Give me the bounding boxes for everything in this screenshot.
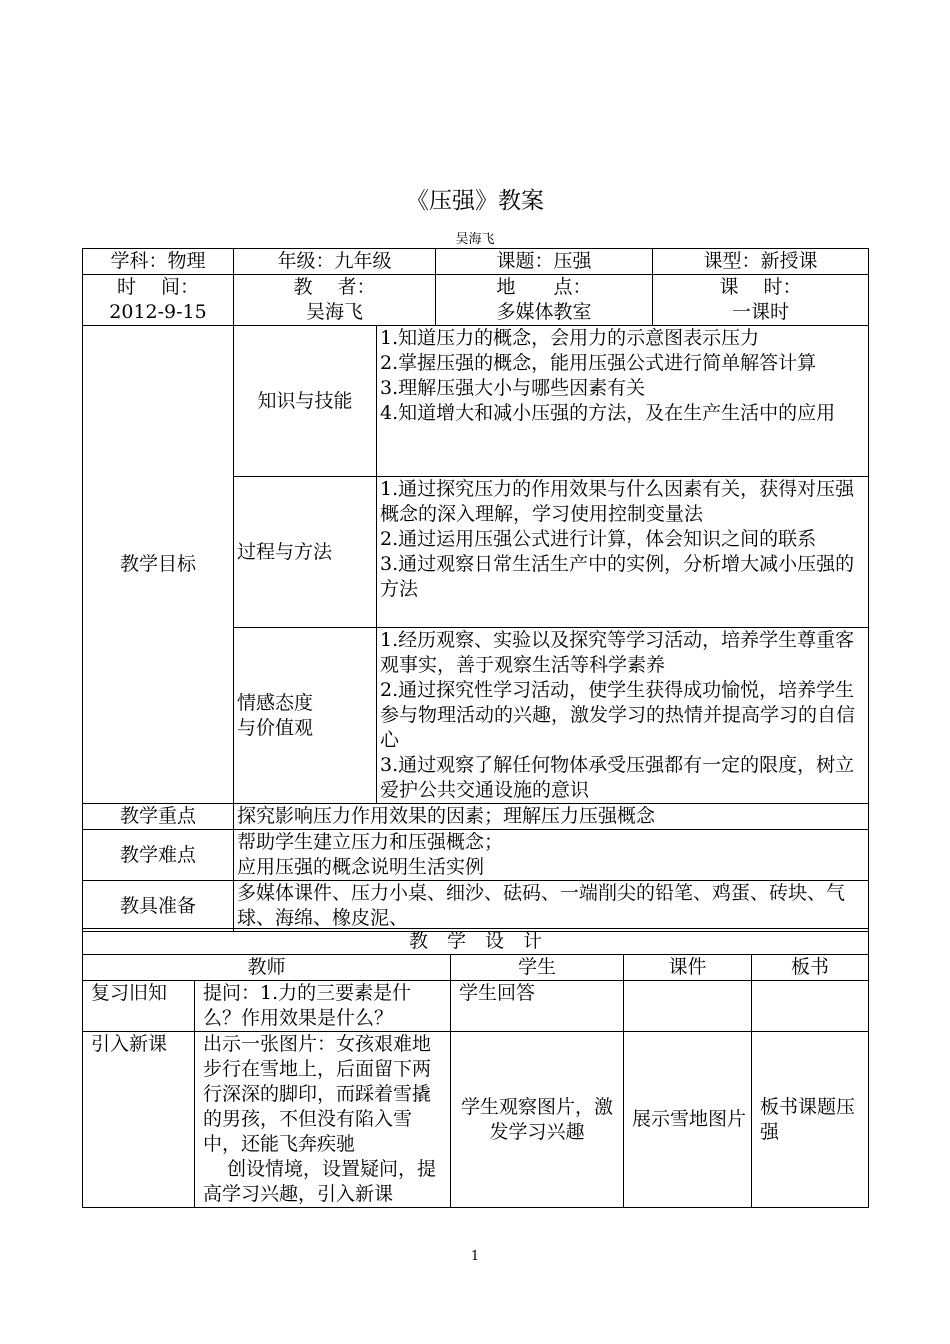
place-label: 地 点：: [496, 276, 592, 298]
knowledge-label: 知识与技能: [234, 326, 377, 477]
tools-row: [83, 881, 869, 932]
difficulty-line: 应用压强的概念说明生活实例: [237, 856, 485, 878]
page-number: 1: [470, 1249, 480, 1264]
teaching-design-table: [82, 928, 869, 1208]
emotion-item: 2.通过探究性学习活动，使学生获得成功愉悦，培养学生参与物理活动的兴趣，激发学习的热情并提高学习的自信心: [380, 679, 856, 751]
emotion-item: 1.经历观察、实验以及探究等学习活动，培养学生尊重客观事实，善于观察生活等科学素养: [380, 629, 855, 676]
knowledge-item: 3.理解压强大小与哪些因素有关: [380, 377, 646, 399]
emotion-label: [234, 628, 377, 804]
emotion-item: 3.通过观察了解任何物体承受压强都有一定的限度，树立爱护公共交通设施的意识: [380, 754, 855, 801]
intro-board: 板书课题压强: [752, 1032, 869, 1208]
time-value: 2012-9-15: [109, 301, 207, 323]
knowledge-item: 2.掌握压强的概念，能用压强公式进行简单解答计算: [380, 352, 817, 374]
intro-teacher: [195, 1032, 451, 1208]
intro-courseware: 展示雪地图片: [624, 1032, 752, 1208]
place-cell: [436, 275, 653, 326]
tools-text: 多媒体课件、压力小桌、细沙、砝码、一端削尖的铅笔、鸡蛋、砖块、气球、海绵、橡皮泥、: [234, 881, 869, 932]
design-title-row: [83, 929, 869, 955]
tools-label: 教具准备: [83, 881, 234, 932]
period-cell: [653, 275, 869, 326]
info-row-1: [83, 249, 869, 275]
emotion-label-line: 与价值观: [237, 716, 314, 739]
emotion-label-line: 情感态度: [237, 691, 314, 714]
difficulty-row: [83, 830, 869, 881]
info-row-2: [83, 275, 869, 326]
difficulty-text: [234, 830, 869, 881]
review-student: 学生回答: [451, 981, 624, 1032]
design-title: 教 学 设 计: [83, 929, 869, 955]
review-board: [752, 981, 869, 1032]
intro-teacher-text: 创设情境，设置疑问，提高学习兴趣，引入新课: [203, 1158, 437, 1205]
emotion-items: [377, 628, 869, 804]
time-cell: [83, 275, 234, 326]
difficulty-label: 教学难点: [83, 830, 234, 881]
header-teacher: 教师: [83, 955, 451, 981]
focus-text: 探究影响压力作用效果的因素；理解压力压强概念: [234, 804, 869, 830]
process-item: 3.通过观察日常生活生产中的实例，分析增大减小压强的方法: [380, 553, 855, 600]
intro-student: 学生观察图片，激发学习兴趣: [451, 1032, 624, 1208]
review-courseware: [624, 981, 752, 1032]
period-label: 课 时：: [719, 276, 802, 298]
knowledge-item: 4.知道增大和减小压强的方法，及在生产生活中的应用: [380, 402, 836, 424]
process-item: 1.通过探究压力的作用效果与什么因素有关，获得对压强概念的深入理解，学习使用控制变量法: [380, 478, 855, 525]
period-value: 一课时: [732, 301, 790, 323]
document-title: 《压强》教案: [406, 188, 544, 214]
design-header-row: [83, 955, 869, 981]
knowledge-item: 1.知道压力的概念，会用力的示意图表示压力: [380, 327, 760, 349]
difficulty-line: 帮助学生建立压力和压强概念；: [237, 831, 504, 853]
topic-cell: 课题：压强: [436, 249, 653, 275]
lesson-type-cell: 课型：新授课: [653, 249, 869, 275]
lesson-info-table: [82, 248, 869, 932]
header-student: 学生: [451, 955, 624, 981]
author-name: 吴海飞: [455, 232, 495, 247]
grade-cell: 年级：九年级: [234, 249, 436, 275]
intro-teacher-text: 出示一张图片：女孩艰难地步行在雪地上，后面留下两行深深的脚印，而踩着雪撬的男孩，不但没有陷入雪中，还能飞奔疾驰: [203, 1033, 432, 1155]
subject-cell: 学科：物理: [83, 249, 234, 275]
goals-label: 教学目标: [83, 326, 234, 804]
process-items: [377, 477, 869, 628]
intro-stage: 引入新课: [83, 1032, 195, 1208]
intro-row: [83, 1032, 869, 1208]
focus-row: [83, 804, 869, 830]
header-board: 板书: [752, 955, 869, 981]
teacher-cell: [234, 275, 436, 326]
teacher-label: 教 者：: [293, 276, 376, 298]
review-row: [83, 981, 869, 1032]
focus-label: 教学重点: [83, 804, 234, 830]
process-label: 过程与方法: [234, 477, 377, 628]
header-courseware: 课件: [624, 955, 752, 981]
review-stage: 复习旧知: [83, 981, 195, 1032]
goal-knowledge-row: [83, 326, 869, 477]
time-label: 时 间：: [116, 276, 200, 298]
teacher-value: 吴海飞: [306, 301, 364, 323]
review-teacher: 提问：1.力的三要素是什么？作用效果是什么？: [195, 981, 451, 1032]
knowledge-items: [377, 326, 869, 477]
process-item: 2.通过运用压强公式进行计算，体会知识之间的联系: [380, 528, 817, 550]
place-value: 多媒体教室: [496, 301, 592, 323]
